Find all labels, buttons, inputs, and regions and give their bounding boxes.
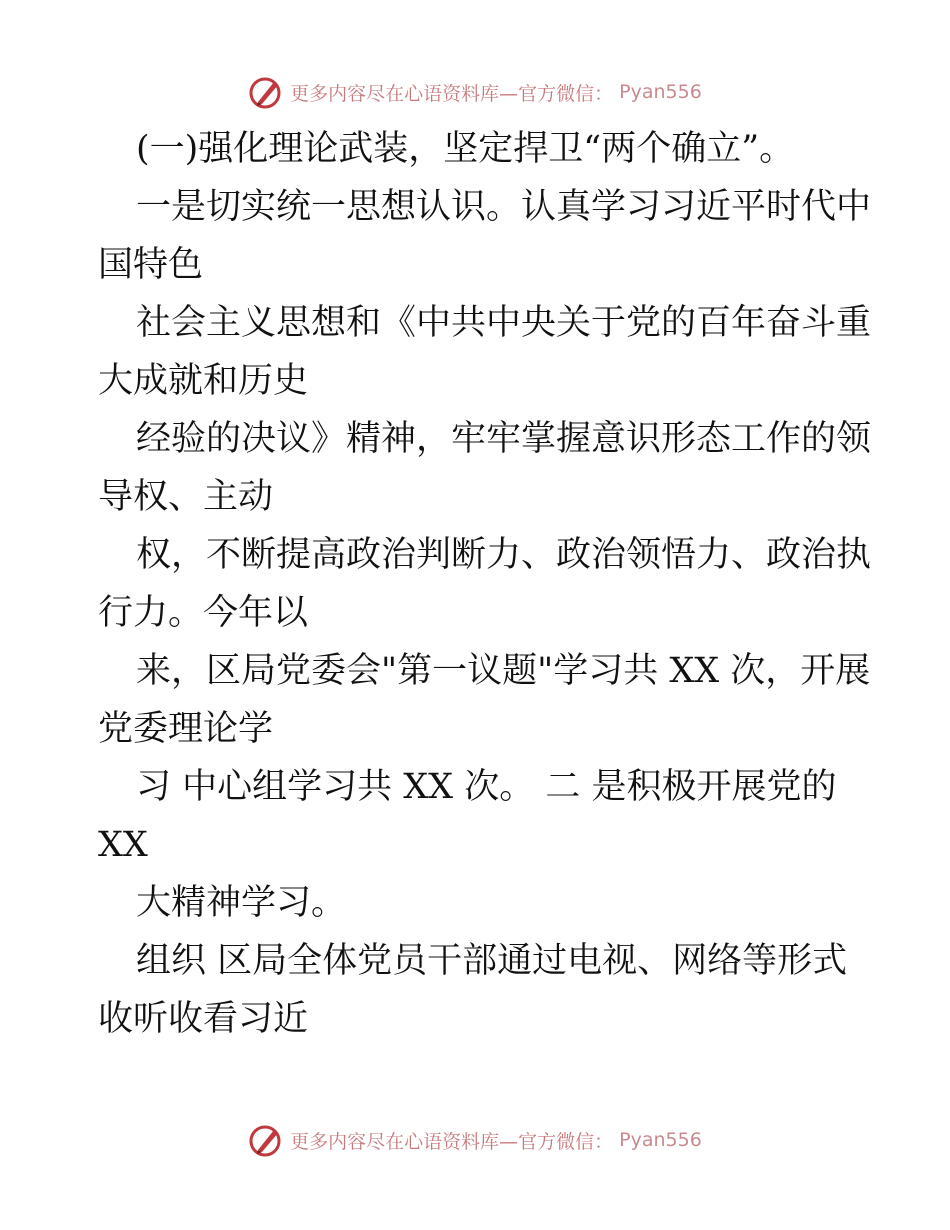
- body-text-line: 社会主义思想和《中共中央关于党的百年奋斗重: [136, 303, 872, 343]
- body-text-line: (一)强化理论武装，坚定捍卫“两个确立”。: [136, 129, 795, 169]
- body-text-line: 国特色: [98, 245, 204, 285]
- watermark-contact: Pyan556: [619, 81, 702, 103]
- body-text-line: 行力。今年以: [98, 593, 309, 633]
- watermark-brand-text: 更多内容尽在心语资料库—官方微信：: [290, 1130, 614, 1153]
- body-text-line: 来，区局党委会"第一议题"学习共 XX 次，开展: [136, 651, 871, 691]
- body-text-line: 党委理论学: [98, 709, 274, 749]
- body-text-line: 组织 区局全体党员干部通过电视、网络等形式: [136, 941, 848, 981]
- body-text-line: 大成就和历史: [98, 361, 309, 401]
- watermark-header: [0, 72, 950, 112]
- body-text-line: 习 中心组学习共 XX 次。 二 是积极开展党的: [136, 767, 837, 807]
- pen-logo-icon: [248, 1122, 284, 1158]
- body-text-line: 收听收看习近: [98, 999, 309, 1039]
- pen-logo-icon: [248, 74, 284, 110]
- body-text-line: 一是切实统一思想认识。认真学习习近平时代中: [136, 187, 872, 227]
- body-text-line: 权，不断提高政治判断力、政治领悟力、政治执: [136, 535, 872, 575]
- body-text-line: 导权、主动: [98, 477, 274, 517]
- watermark-footer: [0, 1120, 950, 1160]
- body-text-line: 大精神学习。: [136, 883, 347, 923]
- watermark-brand-text: 更多内容尽在心语资料库—官方微信：: [290, 82, 614, 105]
- watermark-contact: Pyan556: [619, 1129, 702, 1151]
- body-text-line: 经验的决议》精神，牢牢掌握意识形态工作的领: [136, 419, 872, 459]
- document-body: [98, 120, 872, 1048]
- body-text-line: XX: [98, 825, 148, 865]
